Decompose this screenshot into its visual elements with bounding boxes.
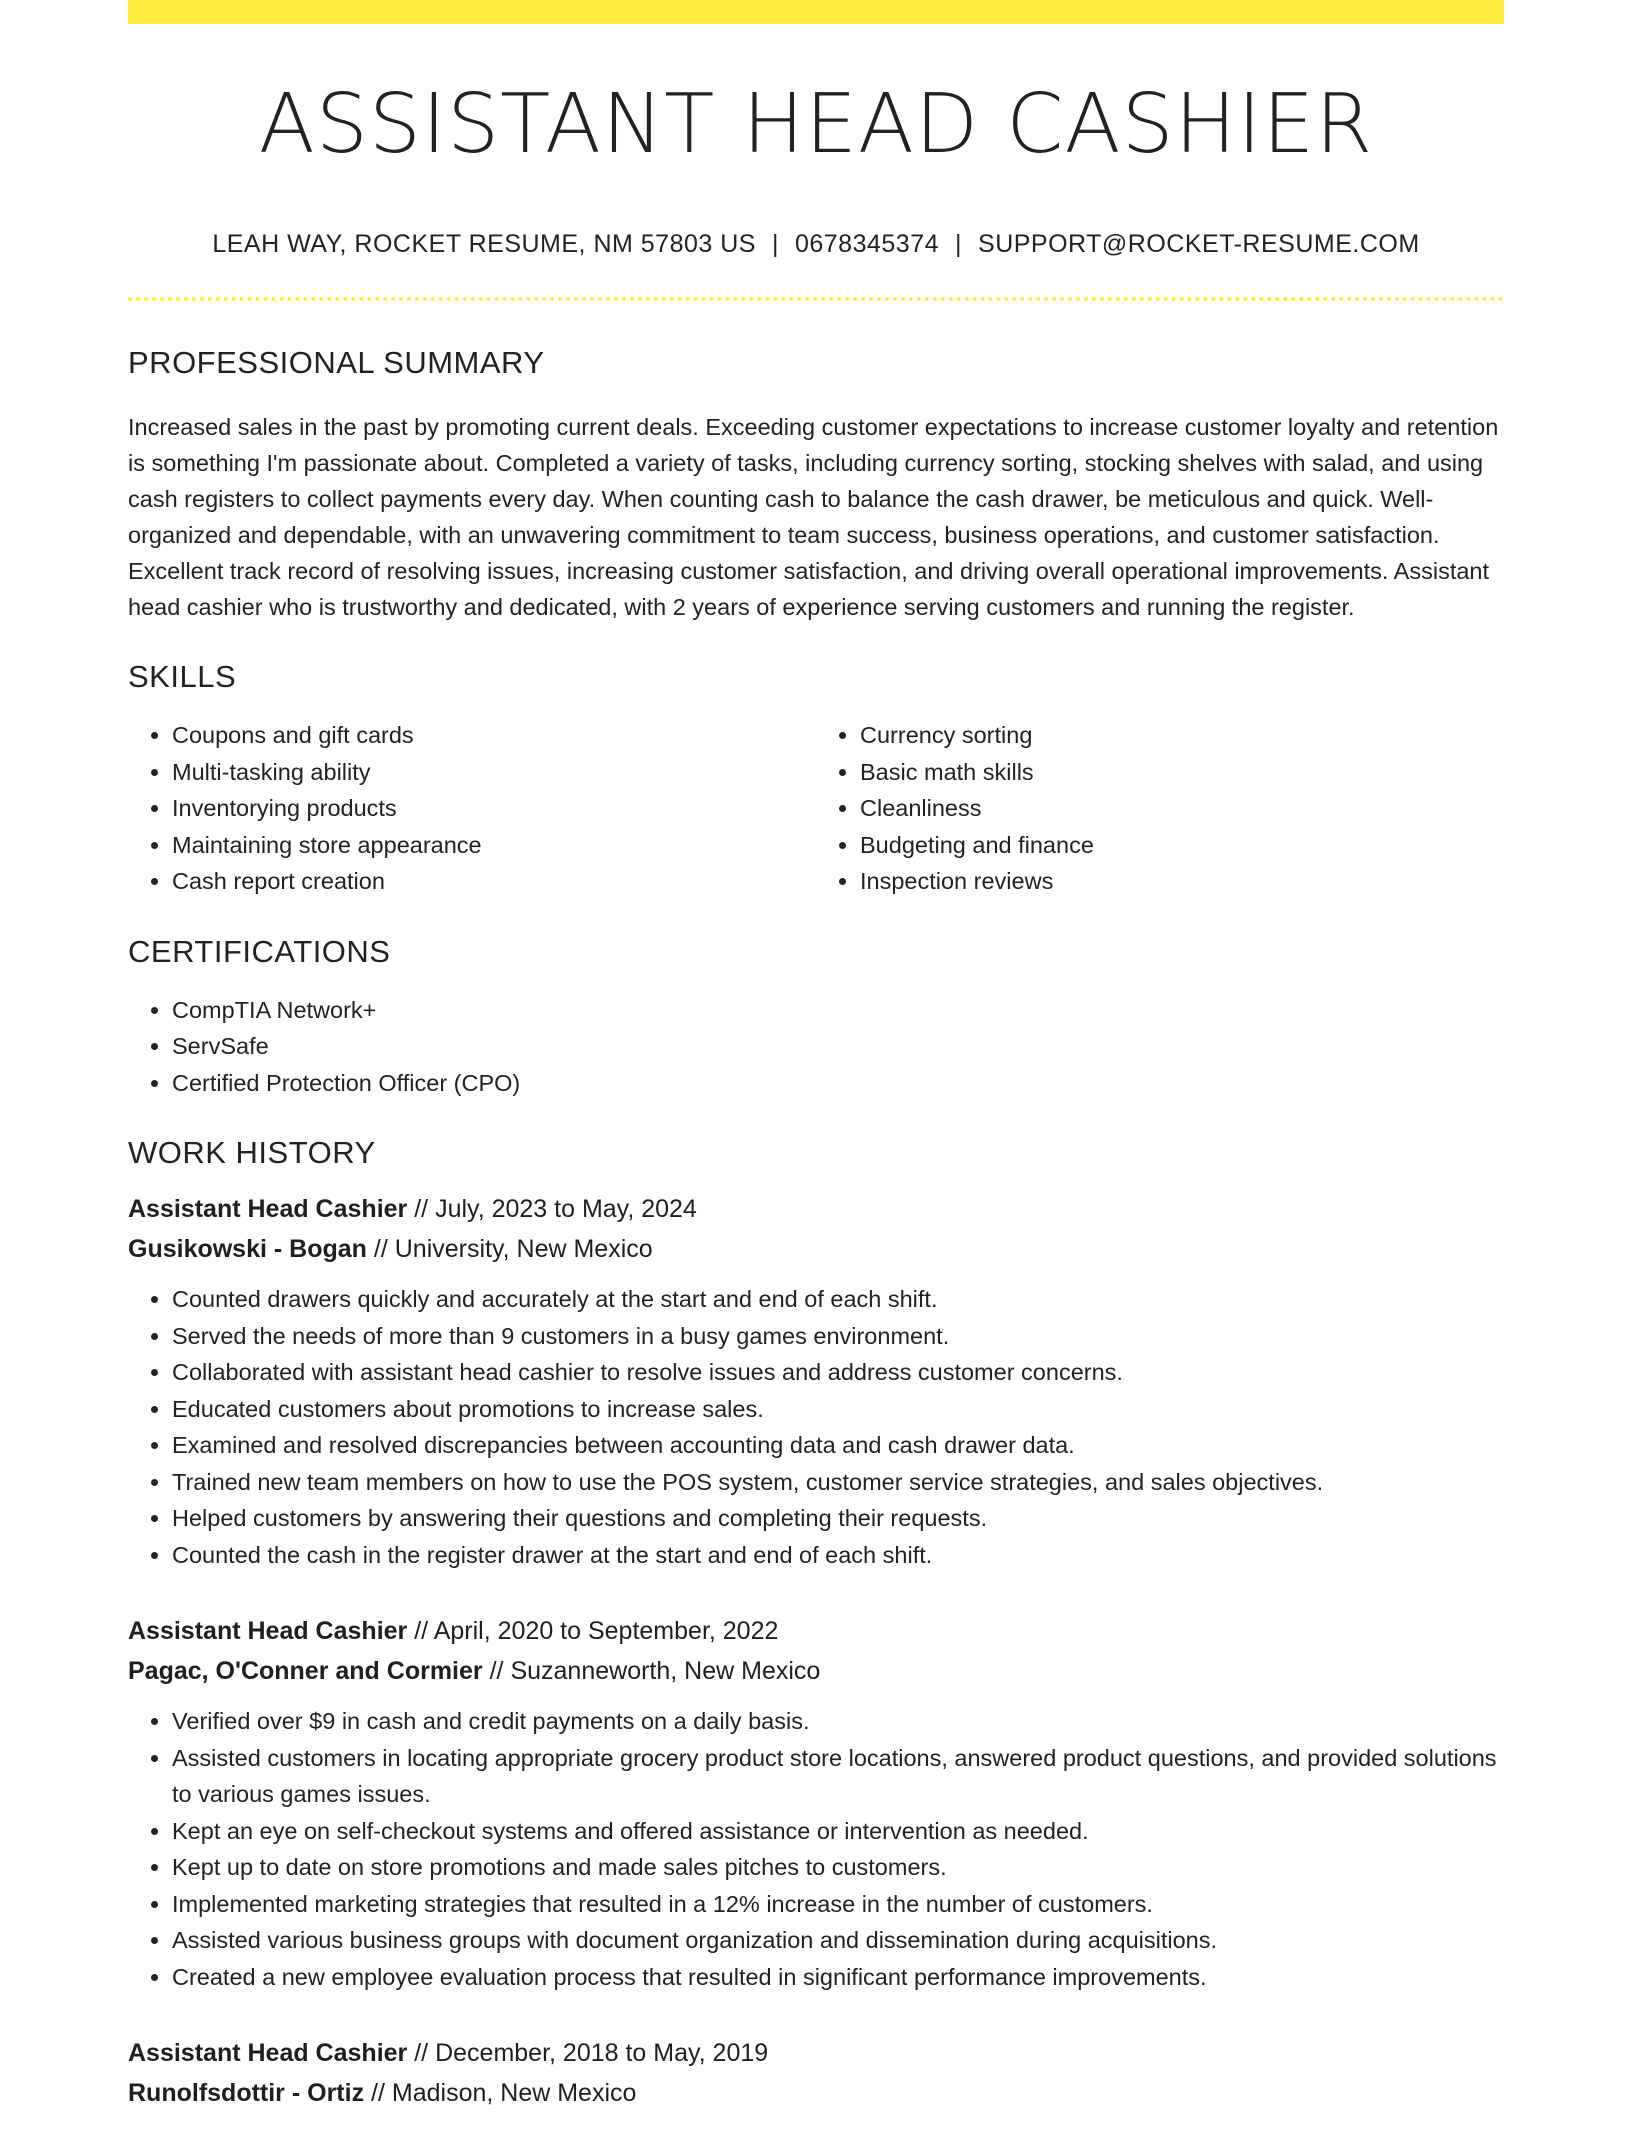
job-bullet: • Examined and resolved discrepancies between accounting data and cash drawer data. xyxy=(172,1427,1504,1464)
certifications-list xyxy=(128,992,1504,1102)
job-bullet: • Collaborated with assistant head cashier to resolve issues and address customer concerns. xyxy=(172,1354,1504,1391)
skill-item: • Maintaining store appearance xyxy=(172,827,816,864)
job-location: Suzanneworth, New Mexico xyxy=(510,1657,821,1686)
job-delimiter: // xyxy=(489,1657,504,1686)
job-company-line xyxy=(128,2073,1504,2113)
skills-list-right xyxy=(816,717,1504,900)
accent-top-bar xyxy=(128,0,1504,24)
skill-item: • Currency sorting xyxy=(860,717,1504,754)
job-bullet: • Assisted various business groups with document organization and dissemination during acquisitions. xyxy=(172,1922,1504,1959)
skill-item: • Multi-tasking ability xyxy=(172,754,816,791)
job-bullet: • Kept an eye on self-checkout systems and offered assistance or intervention as needed. xyxy=(172,1813,1504,1850)
job-bullet: • Counted drawers quickly and accurately at the start and end of each shift. xyxy=(172,1281,1504,1318)
job-bullet: • Kept up to date on store promotions and made sales pitches to customers. xyxy=(172,1849,1504,1886)
job-title-line xyxy=(128,1189,1504,1229)
job-bullet: • Verified over $9 in cash and credit payments on a daily basis. xyxy=(172,1703,1504,1740)
job-bullet: • Helped customers by answering their questions and completing their requests. xyxy=(172,1500,1504,1537)
job-bullet: • Educated customers about promotions to increase sales. xyxy=(172,1391,1504,1428)
job-title: Assistant Head Cashier xyxy=(128,1617,408,1646)
certification-item: • ServSafe xyxy=(172,1028,1504,1065)
skills-heading: SKILLS xyxy=(128,659,237,695)
job-company: Runolfsdottir - Ortiz xyxy=(128,2079,365,2108)
job-company-line xyxy=(128,1229,1504,1269)
skill-item: • Basic math skills xyxy=(860,754,1504,791)
job-title: Assistant Head Cashier xyxy=(128,1195,408,1224)
job-location: Madison, New Mexico xyxy=(391,2079,637,2108)
certifications-heading: CERTIFICATIONS xyxy=(128,933,391,969)
summary-text: Increased sales in the past by promoting current deals. Exceeding customer expectations to increase customer loyalty and retention is something I'm passionate about. Completed a variety of tasks, including currency sorting, stocking shelves with salad, and using cash registers to collect payments every day. When counting cash to balance the cash drawer, be meticulous and quick. Well-organized and dependable, with an unwavering commitment to team success, business operations, and customer satisfaction. Excellent track record of resolving issues, increasing customer satisfaction, and driving overall operational improvements. Assistant head cashier who is trustworthy and dedicated, with 2 years of experience serving customers and running the register. xyxy=(128,414,1499,621)
certification-item: • CompTIA Network+ xyxy=(172,992,1504,1029)
work-history-heading: WORK HISTORY xyxy=(128,1135,376,1171)
certification-item: • Certified Protection Officer (CPO) xyxy=(172,1065,1504,1102)
skill-item: • Cash report creation xyxy=(172,863,816,900)
job-company: Pagac, O'Conner and Cormier xyxy=(128,1657,483,1686)
job-title-line xyxy=(128,2033,1504,2073)
skill-item: • Inventorying products xyxy=(172,790,816,827)
skill-item: • Cleanliness xyxy=(860,790,1504,827)
skill-item: • Budgeting and finance xyxy=(860,827,1504,864)
summary-section xyxy=(128,345,1504,625)
job-delimiter: // xyxy=(414,1617,429,1646)
job-bullet: • Assisted customers in locating appropriate grocery product store locations, answered product questions, and provided solutions to various games issues. xyxy=(172,1740,1504,1813)
job-bullets xyxy=(128,1281,1504,1573)
job-dates: July, 2023 to May, 2024 xyxy=(435,1195,697,1224)
contact-separator: | xyxy=(955,230,963,259)
job-delimiter: // xyxy=(414,1195,429,1224)
job-bullets xyxy=(128,1703,1504,1995)
skills-columns xyxy=(128,717,1504,900)
resume-page xyxy=(128,0,1504,2151)
skill-item: • Inspection reviews xyxy=(860,863,1504,900)
work-history-section xyxy=(128,1135,1504,2113)
job-bullet: • Implemented marketing strategies that resulted in a 12% increase in the number of customers. xyxy=(172,1886,1504,1923)
skills-section xyxy=(128,659,1504,900)
contact-phone: 0678345374 xyxy=(794,230,940,259)
skills-list-left xyxy=(128,717,816,900)
job-entry xyxy=(128,1189,1504,1573)
job-company-line xyxy=(128,1651,1504,1691)
job-company: Gusikowski - Bogan xyxy=(128,1235,367,1264)
job-entry xyxy=(128,1611,1504,1995)
job-title: Assistant Head Cashier xyxy=(128,2039,408,2068)
job-dates: December, 2018 to May, 2019 xyxy=(435,2039,769,2068)
job-bullet: • Trained new team members on how to use the POS system, customer service strategies, and sales objectives. xyxy=(172,1464,1504,1501)
job-delimiter: // xyxy=(371,2079,385,2108)
job-title-line xyxy=(128,1611,1504,1651)
certifications-section xyxy=(128,934,1504,1102)
job-delimiter: // xyxy=(414,2039,429,2068)
job-delimiter: // xyxy=(373,1235,388,1264)
job-dates: April, 2020 to September, 2022 xyxy=(433,1617,779,1646)
job-bullet: • Counted the cash in the register drawer at the start and end of each shift. xyxy=(172,1537,1504,1574)
contact-line xyxy=(128,230,1504,259)
contact-separator: | xyxy=(771,230,779,259)
job-bullet: • Served the needs of more than 9 customers in a busy games environment. xyxy=(172,1318,1504,1355)
job-bullet: • Created a new employee evaluation process that resulted in significant performance improvements. xyxy=(172,1959,1504,1996)
contact-email: SUPPORT@ROCKET-RESUME.COM xyxy=(978,230,1420,259)
skill-item: • Coupons and gift cards xyxy=(172,717,816,754)
resume-title: ASSISTANT HEAD CASHIER xyxy=(258,77,1374,172)
summary-heading: PROFESSIONAL SUMMARY xyxy=(128,345,545,381)
job-location: University, New Mexico xyxy=(394,1235,653,1264)
job-entry xyxy=(128,2033,1504,2113)
dotted-divider xyxy=(128,297,1504,301)
contact-address: LEAH WAY, ROCKET RESUME, NM 57803 US xyxy=(212,230,756,259)
